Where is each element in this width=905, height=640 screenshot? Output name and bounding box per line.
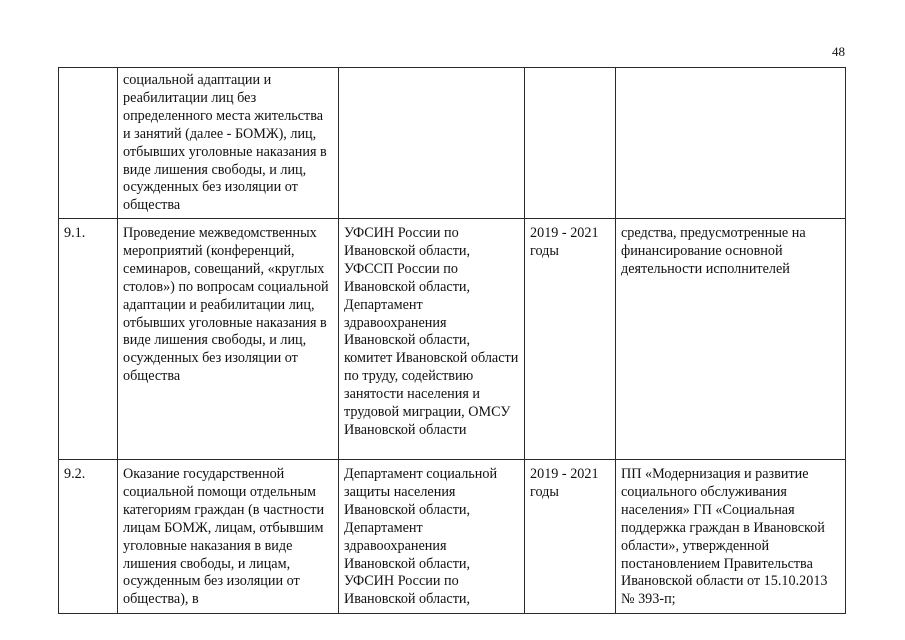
executors-text: Департамент социальной защиты населения Ивановской области, Департамент здравоохранения Ивановской области, УФСИН России по Ивановской области, — [344, 466, 498, 608]
executors-cell — [339, 219, 525, 460]
page-number: 48 — [832, 44, 845, 59]
row-number: 9.1. — [64, 225, 86, 241]
activity-cell — [118, 219, 339, 460]
funding-text: ПП «Модернизация и развитие социального обслуживания населения» ГП «Социальная поддержка граждан в Ивановской области», утвержденной постановлением Правительства Ивановской области от 15.10.2013 № 393-п; — [621, 466, 828, 608]
table-row — [59, 68, 846, 219]
table-row — [59, 219, 846, 460]
activity-text: социальной адаптации и реабилитации лиц без определенного места жительства и занятий (далее - БОМЖ), лиц, отбывших уголовные наказания в виде лишения свободы, и лиц, осужденных без изоляции от общества — [123, 72, 327, 214]
period-cell — [525, 68, 616, 219]
period-text: 2019 - 2021 годы — [530, 466, 599, 500]
funding-cell — [616, 219, 846, 460]
executors-text: УФСИН России по Ивановской области, УФССП России по Ивановской области, Департамент здравоохранения Ивановской области, комитет Ивановской области по труду, содействию занятости населения и трудовой миграции, ОМСУ Ивановской области — [344, 225, 519, 438]
table-row — [59, 460, 846, 614]
executors-cell — [339, 460, 525, 614]
funding-cell — [616, 460, 846, 614]
executors-cell — [339, 68, 525, 219]
activity-text: Проведение межведомственных мероприятий (конференций, семинаров, совещаний, «круглых столов») по вопросам социальной адаптации и реабилитации лиц, отбывших уголовные наказания в виде лишения свободы, и лиц, осужденных без изоляции от общества — [123, 225, 329, 385]
row-number-cell — [59, 219, 118, 460]
row-number: 9.2. — [64, 466, 86, 482]
funding-text: средства, предусмотренные на финансирование основной деятельности исполнителей — [621, 225, 806, 277]
period-text: 2019 - 2021 годы — [530, 225, 599, 259]
row-number-cell — [59, 460, 118, 614]
row-number-cell — [59, 68, 118, 219]
period-cell — [525, 460, 616, 614]
activity-cell — [118, 68, 339, 219]
period-cell — [525, 219, 616, 460]
program-table — [58, 67, 846, 614]
activity-cell — [118, 460, 339, 614]
funding-cell — [616, 68, 846, 219]
activity-text: Оказание государственной социальной помощи отдельным категориям граждан (в частности лицам БОМЖ, лицам, отбывшим уголовные наказания в виде лишения свободы, и лицам, осужденным без изоляции от общества), в — [123, 466, 325, 608]
